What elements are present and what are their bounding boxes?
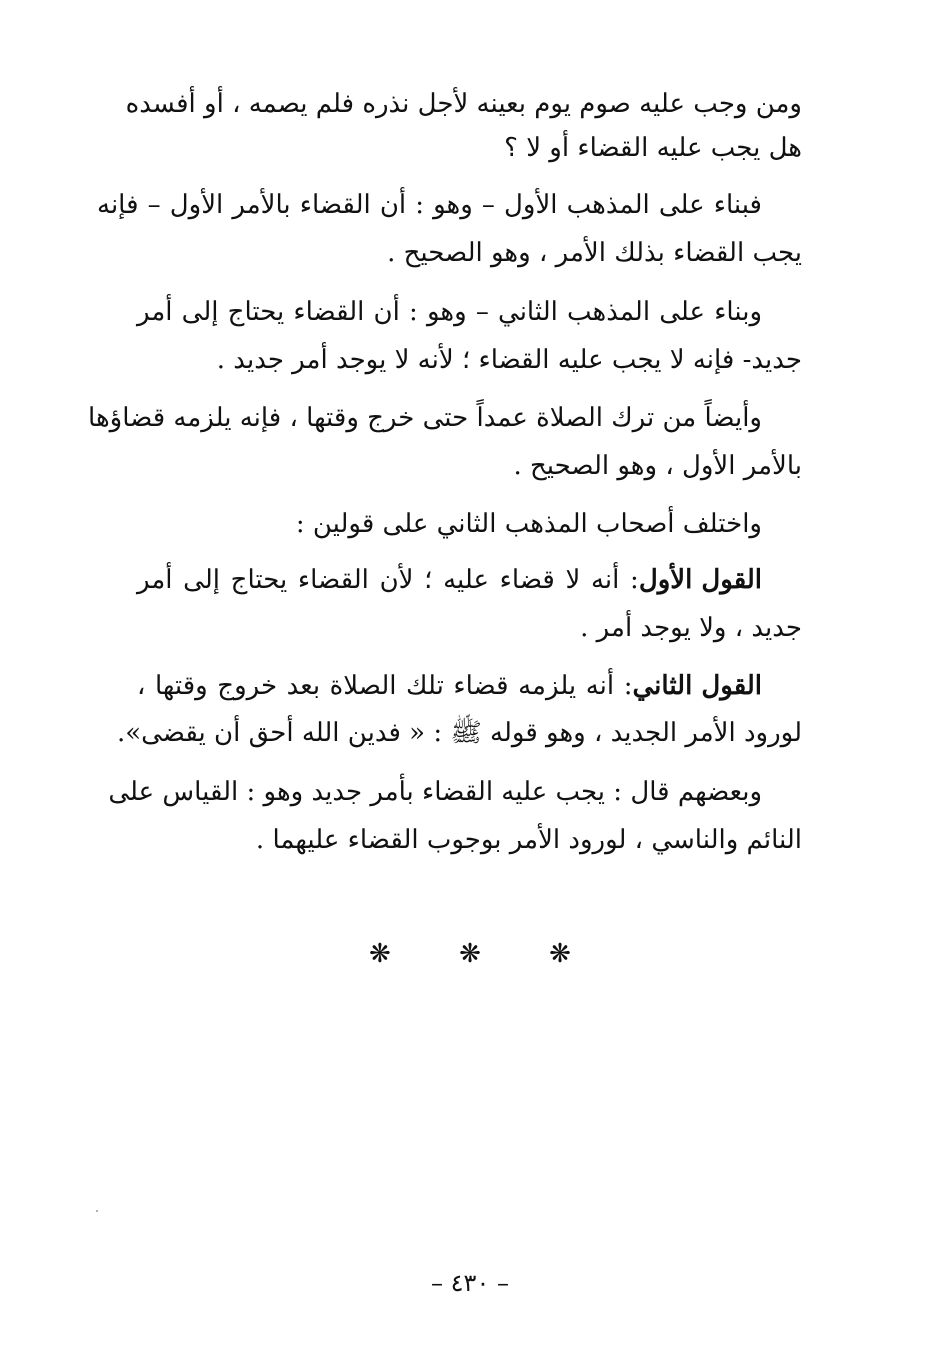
text-line: يجب القضاء بذلك الأمر ، وهو الصحيح . [387,238,802,268]
section-separator [0,934,940,974]
text-span: : أنه يلزمه قضاء تلك الصلاة بعد خروج وقتها ، [137,671,633,701]
star-ornament-icon: ❋ [369,939,391,969]
opinion-heading: القول الأول [638,565,762,595]
text-line: وبناء على المذهب الثاني – وهو : أن القضاء يحتاج إلى أمر [137,297,762,327]
opinion-heading: القول الثاني [632,671,762,701]
text-line: النائم والناسي ، لورود الأمر بوجوب القضاء عليهما . [255,825,802,855]
text-span: : أنه لا قضاء عليه ؛ لأن القضاء يحتاج إلى أمر [137,565,639,595]
text-line: جديد ، ولا يوجد أمر . [580,613,802,643]
text-line: واختلف أصحاب المذهب الثاني على قولين : [295,509,762,539]
text-line: وأيضاً من ترك الصلاة عمداً حتى خرج وقتها ، فإنه يلزمه قضاؤها [88,403,762,433]
text-line: لورود الأمر الجديد ، وهو قوله ﷺ : « فدين الله أحق أن يقضى». [116,718,802,748]
text-line [137,666,762,706]
text-line: جديد- فإنه لا يجب عليه القضاء ؛ لأنه لا يوجد أمر جديد . [216,345,802,375]
text-line [137,560,762,600]
text-line: بالأمر الأول ، وهو الصحيح . [513,451,802,481]
star-ornament-icon: ❋ [459,939,481,969]
page-number: – ٤٣٠ – [431,1269,509,1297]
scan-speck [96,1210,98,1212]
text-line: ومن وجب عليه صوم يوم بعينه لأجل نذره فلم يصمه ، أو أفسده [125,89,802,119]
text-line: وبعضهم قال : يجب عليه القضاء بأمر جديد وهو : القياس على [108,777,762,807]
text-line: فبناء على المذهب الأول – وهو : أن القضاء بالأمر الأول – فإنه [97,190,762,220]
text-line: هل يجب عليه القضاء أو لا ؟ [504,133,802,163]
star-ornament-icon: ❋ [549,939,571,969]
